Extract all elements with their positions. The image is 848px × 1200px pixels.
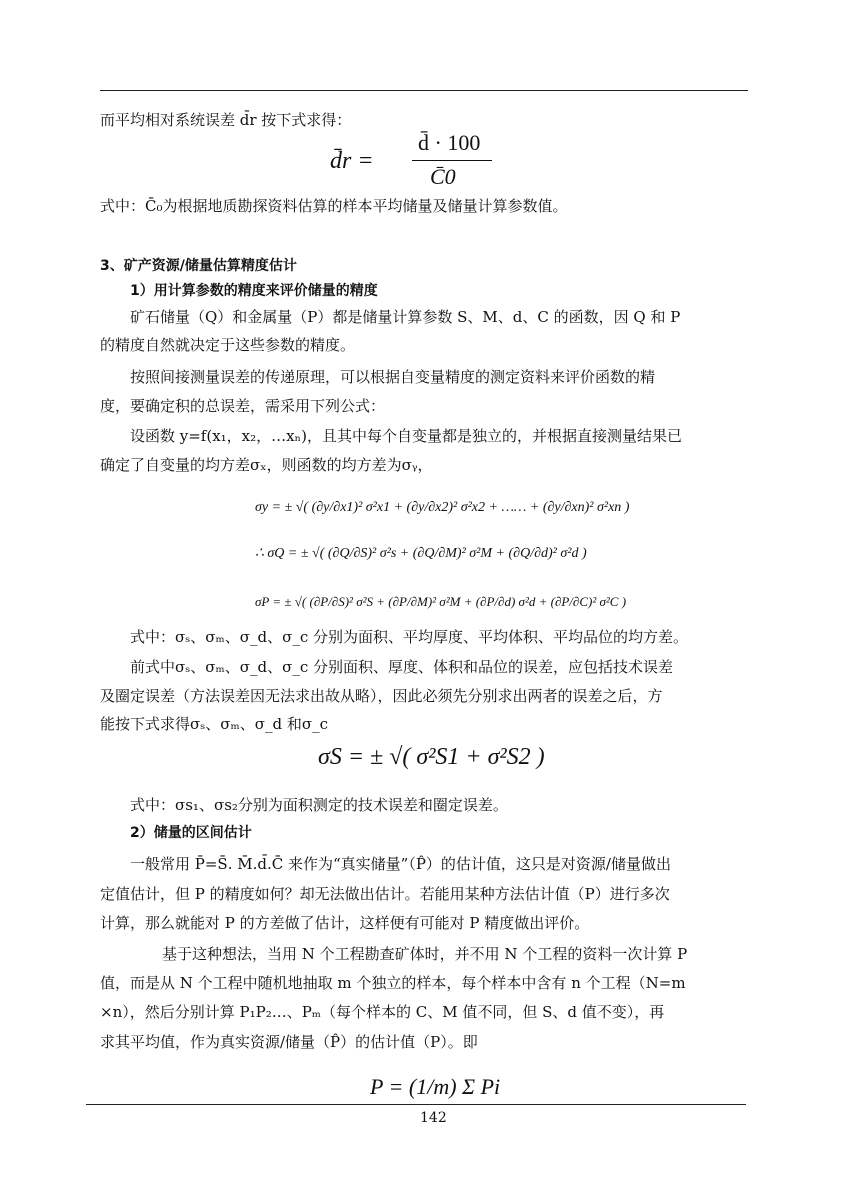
paragraph-line: ×n），然后分别计算 P₁P₂…、Pₘ（每个样本的 C、M 值不同，但 S、d 值不变），再 — [100, 1003, 665, 1021]
paragraph-line: 值，而是从 N 个工程中随机地抽取 m 个独立的样本，每个样本中含有 n 个工程（N=m — [100, 974, 686, 992]
equation-sigma-q: ∴ σQ = ± √( (∂Q/∂S)² σ²s + (∂Q/∂M)² σ²M + (∂Q/∂d)² σ²d ) — [255, 546, 587, 561]
header-rule — [100, 90, 748, 91]
section-heading: 3、矿产资源/储量估算精度估计 — [100, 258, 297, 274]
paragraph-line: 式中：C̄₀为根据地质勘探资料估算的样本平均储量及储量计算参数值。 — [100, 197, 568, 215]
equation-dr — [330, 130, 500, 192]
subsection-heading: 1）用计算参数的精度来评价储量的精度 — [130, 283, 378, 299]
equation-dr-denominator: C̄0 — [430, 164, 456, 189]
paragraph-line: 能按下式求得σₛ、σₘ、σ_d 和σ_c — [100, 715, 328, 733]
paragraph-line: 式中：σₛ、σₘ、σ_d、σ_c 分别为面积、平均厚度、平均体积、平均品位的均方差。 — [130, 628, 688, 646]
equation-dr-numerator: d̄ · 100 — [418, 130, 481, 155]
paragraph-line: 定值估计，但 P 的精度如何？却无法做出估计。若能用某种方法估计值（P）进行多次 — [100, 885, 670, 903]
equation-p-mean: P = (1/m) Σ Pi — [370, 1074, 501, 1099]
paragraph-line: 确定了自变量的均方差σₓ，则函数的均方差为σᵧ， — [100, 456, 433, 474]
paragraph-line: 基于这种想法，当用 N 个工程勘查矿体时，并不用 N 个工程的资料一次计算 P — [162, 945, 688, 963]
paragraph-line: 求其平均值，作为真实资源/储量（P̂）的估计值（P）。即 — [100, 1033, 478, 1051]
paragraph-line: 而平均相对系统误差 d̄r 按下式求得： — [100, 111, 352, 129]
paragraph-line: 及圈定误差（方法误差因无法求出故从略），因此必须先分别求出两者的误差之后，方 — [100, 687, 663, 705]
equation-dr-lhs: d̄r = — [330, 148, 374, 174]
paragraph-line: 前式中σₛ、σₘ、σ_d、σ_c 分别面积、厚度、体积和品位的误差，应包括技术误差 — [130, 658, 673, 676]
paragraph-line: 矿石储量（Q）和金属量（P）都是储量计算参数 S、M、d、C 的函数，因 Q 和 P — [130, 308, 681, 326]
paragraph-line: 计算，那么就能对 P 的方差做了估计，这样便有可能对 P 精度做出评价。 — [100, 914, 590, 932]
equation-sigma-s: σS = ± √( σ²S1 + σ²S2 ) — [318, 744, 545, 770]
paragraph-line: 的精度自然就决定于这些参数的精度。 — [100, 336, 356, 354]
paragraph-line: 设函数 y=f(x₁，x₂，…xₙ)，且其中每个自变量都是独立的，并根据直接测量结果已 — [130, 427, 682, 445]
subsection-heading: 2）储量的区间估计 — [130, 825, 252, 841]
equation-sigma-y: σy = ± √( (∂y/∂x1)² σ²x1 + (∂y/∂x2)² σ²x2 + …… + (∂y/∂xn)² σ²xn ) — [255, 500, 630, 515]
page-number: 142 — [420, 1110, 447, 1126]
equation-sigma-p: σP = ± √( (∂P/∂S)² σ²S + (∂P/∂M)² σ²M + (∂P/∂d) σ²d + (∂P/∂C)² σ²C ) — [255, 594, 627, 609]
footer-rule — [86, 1104, 746, 1105]
paragraph-line: 式中：σs₁、σs₂分别为面积测定的技术误差和圈定误差。 — [130, 796, 508, 814]
paragraph-line: 一般常用 P̄=S̄. M̄.d̄.C̄ 来作为“真实储量”（P̂）的估计值，这只是对资源/储量做出 — [130, 855, 671, 873]
paragraph-line: 按照间接测量误差的传递原理，可以根据自变量精度的测定资料来评价函数的精 — [130, 368, 656, 386]
paragraph-line: 度，要确定积的总误差，需采用下列公式： — [100, 397, 386, 415]
fraction-bar — [412, 160, 492, 161]
